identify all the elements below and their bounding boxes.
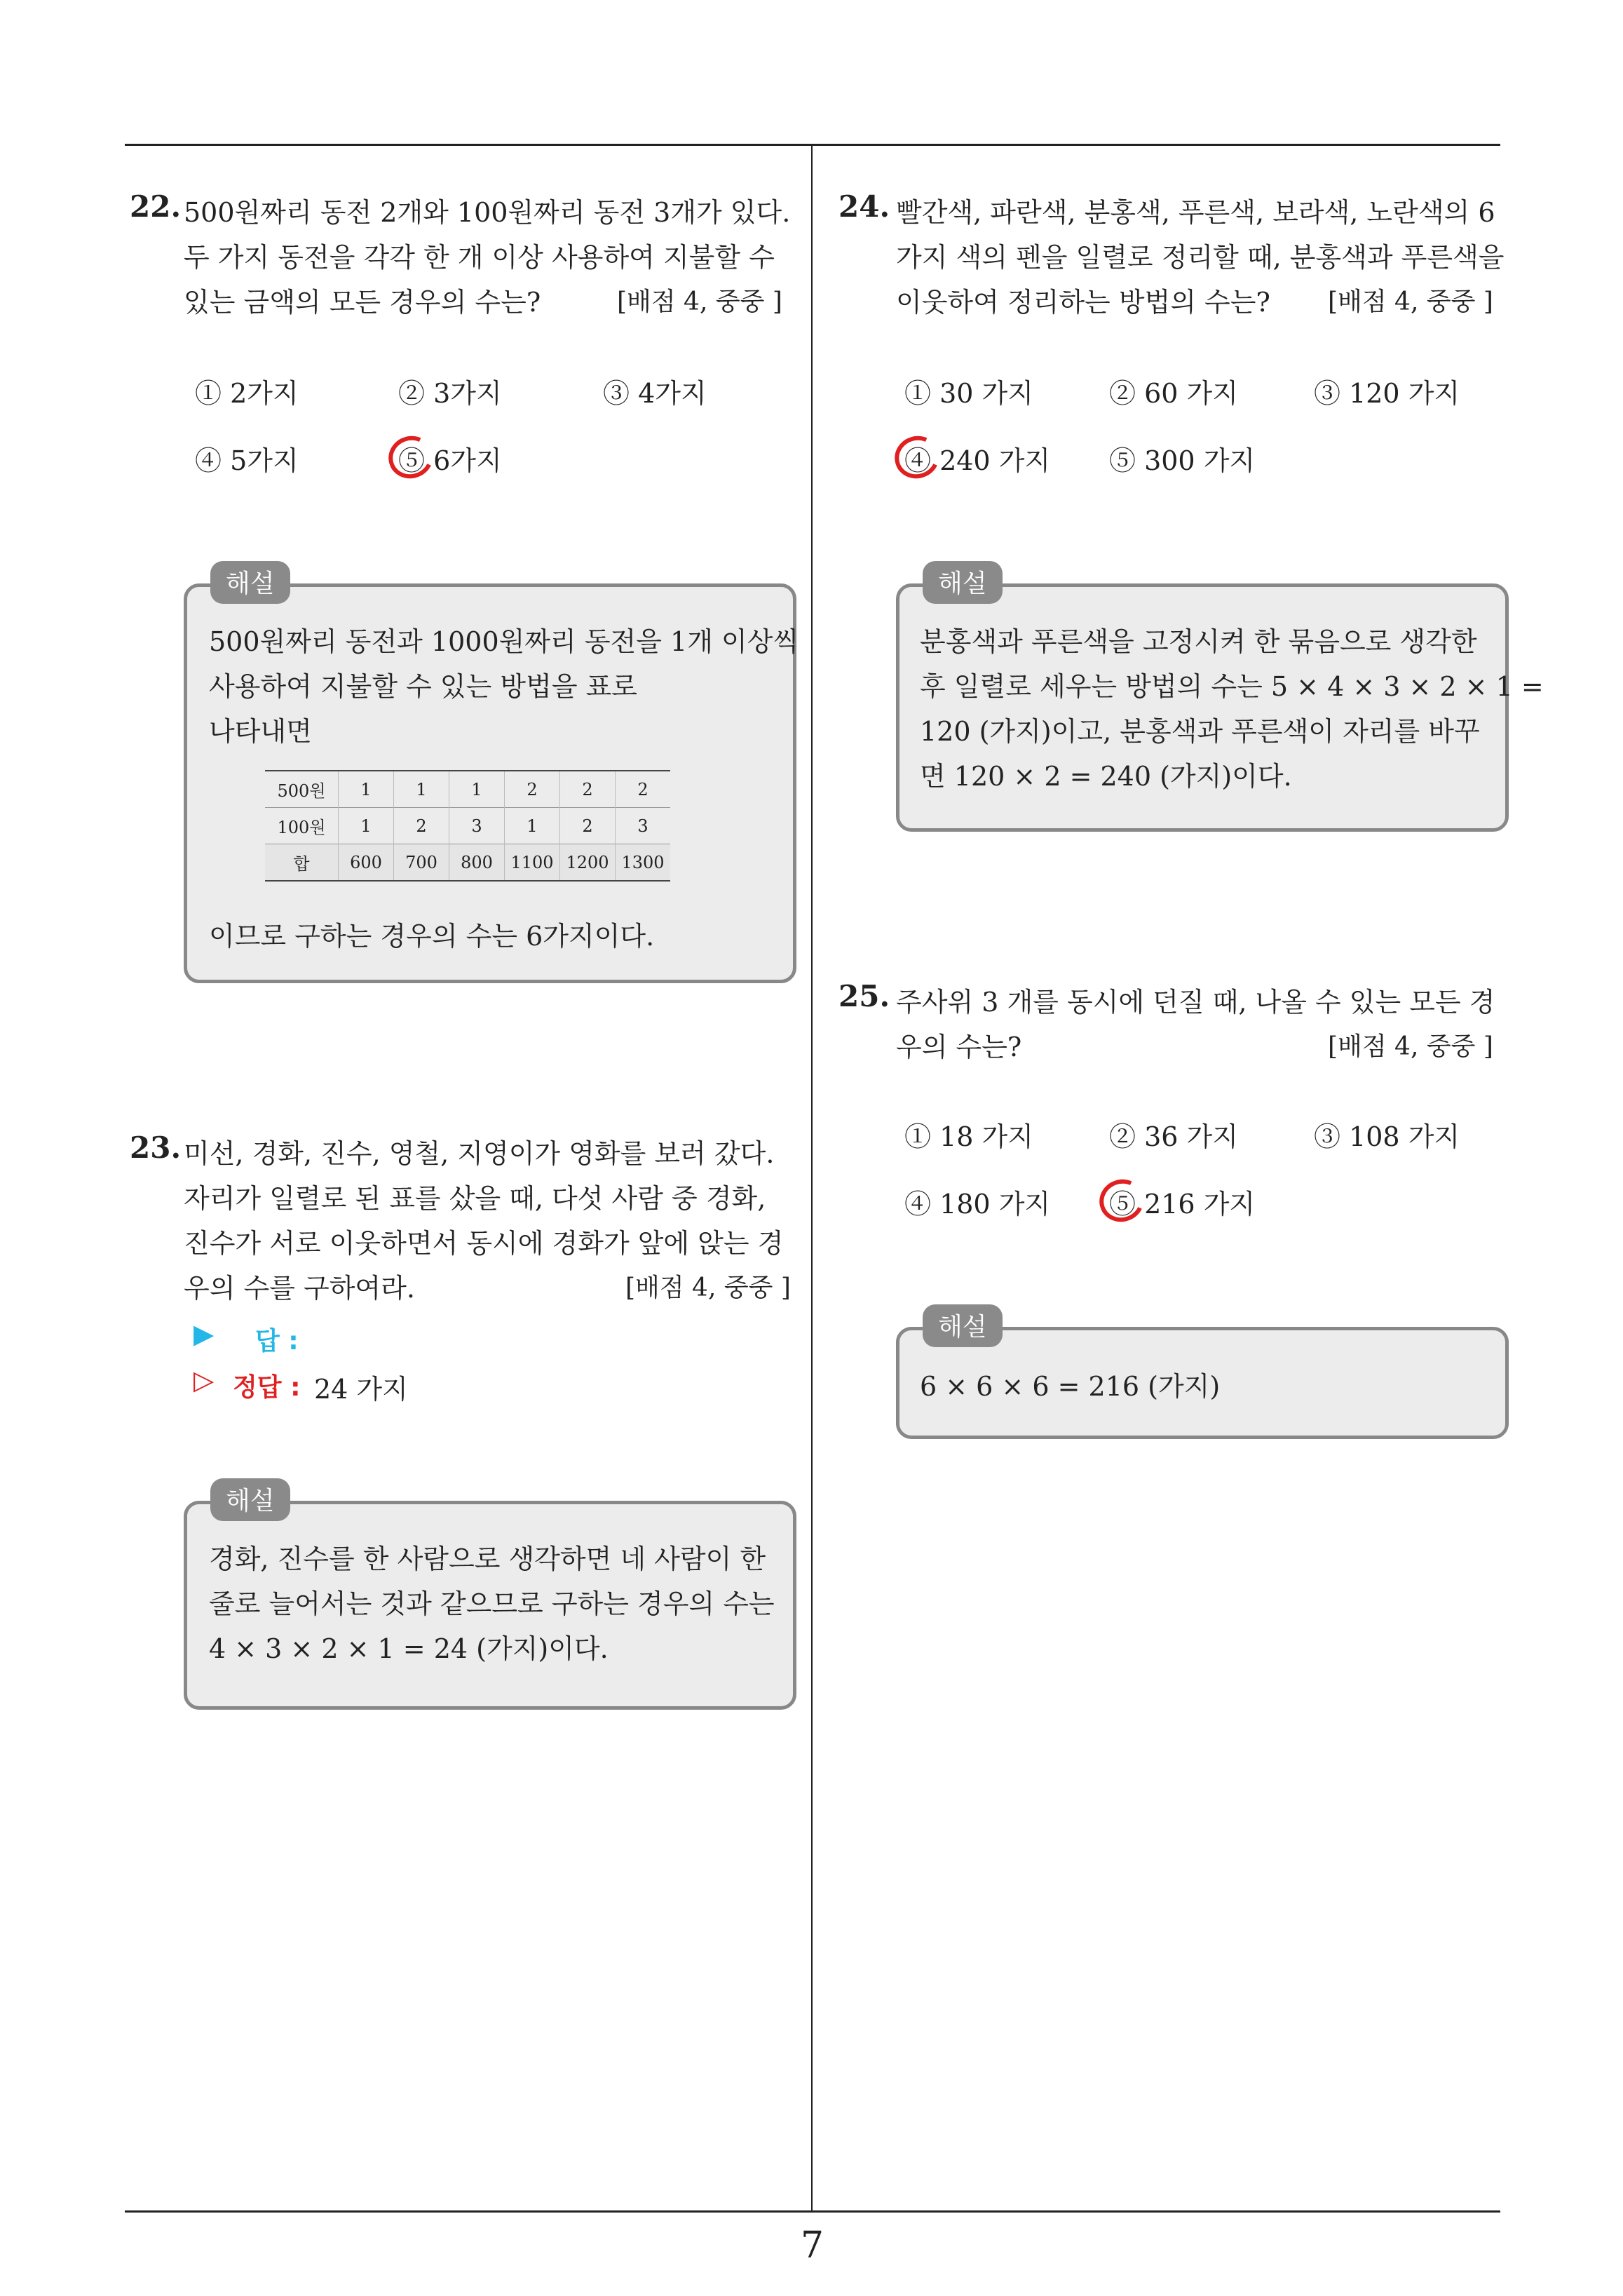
explanation-conclusion: 이므로 구하는 경우의 수는 6가지이다.: [209, 921, 655, 952]
explanation-line: 줄로 늘어서는 것과 같으므로 구하는 경우의 수는: [209, 1588, 775, 1619]
explanation-line: 나타내면: [209, 716, 312, 747]
explanation-line: 120 (가지)이고, 분홍색과 푸른색이 자리를 바꾸: [920, 716, 1480, 747]
table-cell: 700: [394, 844, 449, 882]
table-cell: 1: [505, 808, 560, 844]
explanation-tag: 해설: [923, 561, 1003, 604]
table-cell: 1: [339, 771, 394, 808]
explanation-line: 경화, 진수를 한 사람으로 생각하면 네 사람이 한: [209, 1544, 766, 1574]
table-cell: 2: [394, 808, 449, 844]
explanation-line: 면 120 × 2 = 240 (가지)이다.: [920, 761, 1292, 792]
question-text-line: 우의 수를 구하여라.: [184, 1273, 415, 1304]
table-cell: 1200: [560, 844, 616, 882]
choice-5[interactable]: ⑤ 300 가지: [1109, 445, 1256, 476]
question-text-line: 있는 금액의 모든 경우의 수는?: [184, 287, 541, 318]
question-text-line: 500원짜리 동전 2개와 100원짜리 동전 3개가 있다.: [184, 197, 791, 228]
score-difficulty: [배점 4, 중중 ]: [1328, 1032, 1493, 1061]
table-cell: 2: [505, 771, 560, 808]
column-divider: [811, 144, 813, 2213]
table-cell: 1100: [505, 844, 560, 882]
question-text-line: 우의 수는?: [896, 1032, 1022, 1062]
explanation-line: 후 일렬로 세우는 방법의 수는 5 × 4 × 3 × 2 × 1 =: [920, 671, 1544, 702]
choice-2[interactable]: ② 60 가지: [1109, 378, 1238, 409]
table-cell: 100원: [265, 808, 339, 844]
answer-arrow-icon: ▶: [193, 1318, 215, 1349]
choice-4[interactable]: ④ 5가지: [195, 445, 299, 476]
explanation-tag: 해설: [210, 1478, 290, 1521]
choice-1[interactable]: ① 30 가지: [904, 378, 1033, 409]
table-cell: 500원: [265, 771, 339, 808]
explanation-line: 분홍색과 푸른색을 고정시켜 한 묶음으로 생각한: [920, 626, 1477, 657]
answer-label: 답 :: [255, 1327, 299, 1356]
explanation-line: 사용하여 지불할 수 있는 방법을 표로: [209, 671, 638, 702]
choice-3[interactable]: ③ 120 가지: [1314, 378, 1460, 409]
table-cell: 2: [560, 808, 616, 844]
question-text-line: 자리가 일렬로 된 표를 샀을 때, 다섯 사람 중 경화,: [184, 1183, 766, 1214]
table-cell: 1: [449, 771, 505, 808]
bottom-rule: [125, 2210, 1500, 2213]
correct-answer-value: 24 가지: [314, 1374, 408, 1405]
explanation-tag: 해설: [210, 561, 290, 604]
question-number: 22.: [130, 189, 182, 224]
question-text-line: 이웃하여 정리하는 방법의 수는?: [896, 287, 1270, 318]
correct-answer-label: 정답 :: [233, 1373, 301, 1402]
question-number: 25.: [838, 979, 890, 1013]
table-cell: 합: [265, 844, 339, 882]
table-cell: 600: [339, 844, 394, 882]
top-rule: [125, 144, 1500, 146]
question-text-line: 미선, 경화, 진수, 영철, 지영이가 영화를 보러 갔다.: [184, 1138, 775, 1169]
choice-4[interactable]: ④ 180 가지: [904, 1189, 1051, 1220]
table-cell: 1300: [616, 844, 671, 882]
table-row: [265, 771, 670, 808]
choice-1[interactable]: ① 2가지: [195, 378, 299, 409]
choice-3[interactable]: ③ 108 가지: [1314, 1121, 1460, 1152]
payment-table: [265, 770, 670, 882]
table-row: [265, 844, 670, 882]
choice-1[interactable]: ① 18 가지: [904, 1121, 1033, 1152]
question-text-line: 진수가 서로 이웃하면서 동시에 경화가 앞에 앉는 경: [184, 1228, 784, 1259]
explanation-tag: 해설: [923, 1304, 1003, 1347]
question-text-line: 두 가지 동전을 각각 한 개 이상 사용하여 지불할 수: [184, 242, 775, 273]
correct-arrow-icon: ▷: [193, 1365, 215, 1396]
table-cell: 1: [339, 808, 394, 844]
choice-4[interactable]: ④ 240 가지: [904, 445, 1051, 476]
choice-5[interactable]: ⑤ 6가지: [398, 445, 502, 476]
question-number: 23.: [130, 1130, 182, 1165]
choice-2[interactable]: ② 3가지: [398, 378, 502, 409]
table-cell: 2: [616, 771, 671, 808]
explanation-line: 4 × 3 × 2 × 1 = 24 (가지)이다.: [209, 1633, 609, 1664]
score-difficulty: [배점 4, 중중 ]: [1328, 288, 1493, 316]
table-row: [265, 808, 670, 844]
score-difficulty: [배점 4, 중중 ]: [617, 288, 782, 316]
table-cell: 1: [394, 771, 449, 808]
table-cell: 800: [449, 844, 505, 882]
question-text-line: 주사위 3 개를 동시에 던질 때, 나올 수 있는 모든 경: [896, 987, 1495, 1018]
score-difficulty: [배점 4, 중중 ]: [625, 1274, 791, 1302]
table-cell: 3: [616, 808, 671, 844]
question-number: 24.: [838, 189, 890, 224]
explanation-line: 500원짜리 동전과 1000원짜리 동전을 1개 이상씩: [209, 626, 799, 657]
question-text-line: 가지 색의 펜을 일렬로 정리할 때, 분홍색과 푸른색을: [896, 242, 1505, 273]
choice-2[interactable]: ② 36 가지: [1109, 1121, 1238, 1152]
explanation-line: 6 × 6 × 6 = 216 (가지): [920, 1371, 1221, 1402]
table-cell: 2: [560, 771, 616, 808]
question-text-line: 빨간색, 파란색, 분홍색, 푸른색, 보라색, 노란색의 6: [896, 197, 1495, 228]
choice-5[interactable]: ⑤ 216 가지: [1109, 1189, 1256, 1220]
choice-3[interactable]: ③ 4가지: [603, 378, 707, 409]
table-cell: 3: [449, 808, 505, 844]
page-number: 7: [801, 2224, 824, 2267]
